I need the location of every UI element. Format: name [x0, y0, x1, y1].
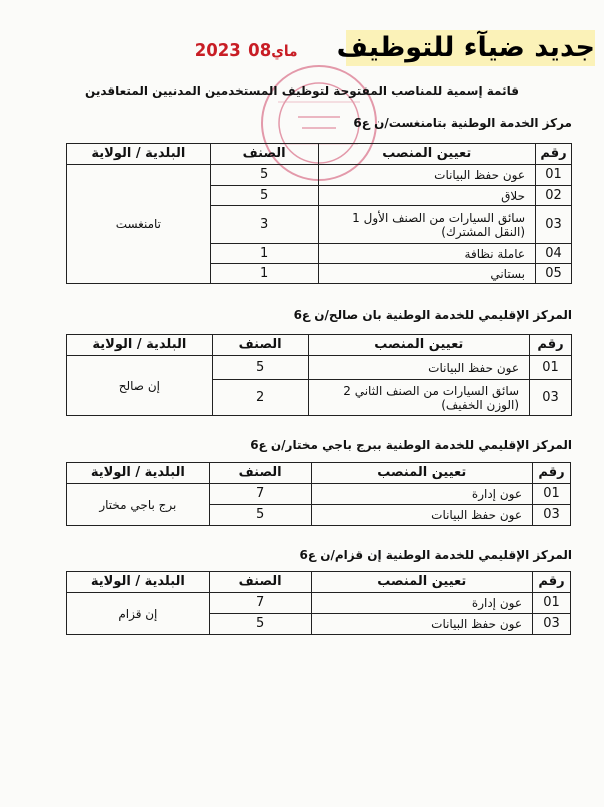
document-title: قائمة إسمية للمناصب المفتوحة لتوظيف المستخدمين المدنيين المتعاقدين	[85, 84, 519, 98]
positions-table-3	[66, 462, 571, 526]
date-month: ماي	[271, 42, 298, 60]
row-grade: 5	[212, 356, 308, 380]
row-post: عون حفظ البيانات	[311, 614, 532, 635]
table-header-row	[67, 572, 571, 593]
row-number: 03	[533, 505, 571, 526]
header-post: تعيين المنصب	[318, 144, 535, 165]
header-grade: الصنف	[212, 335, 308, 356]
row-grade: 7	[209, 484, 311, 505]
row-post: بستاني	[318, 264, 535, 284]
header-number: رقم	[530, 335, 572, 356]
row-grade: 2	[212, 380, 308, 416]
table-row	[67, 356, 572, 380]
date-day: 08	[248, 40, 272, 61]
row-commune: إن قزام	[67, 593, 210, 635]
row-number: 03	[533, 614, 571, 635]
row-number: 05	[536, 264, 572, 284]
table-header-row	[67, 144, 572, 165]
row-post: عاملة نظافة	[318, 244, 535, 264]
row-number: 01	[533, 484, 571, 505]
date-year: 2023	[194, 40, 241, 61]
row-commune: إن صالح	[67, 356, 213, 416]
row-post: عون حفظ البيانات	[308, 356, 529, 380]
row-grade: 7	[209, 593, 311, 614]
row-number: 04	[536, 244, 572, 264]
row-post: عون حفظ البيانات	[311, 505, 532, 526]
header-commune: البلدية / الولاية	[67, 335, 213, 356]
positions-table-4	[66, 571, 571, 635]
header-post: تعيين المنصب	[311, 463, 532, 484]
table-header-row	[67, 463, 571, 484]
row-grade: 5	[210, 186, 318, 206]
positions-table-2	[66, 334, 572, 416]
document-date	[195, 40, 303, 61]
section-title-2: المركز الإقليمي للخدمة الوطنية بان صالح/ن ع6	[293, 308, 572, 322]
row-grade: 5	[209, 505, 311, 526]
table-row	[67, 593, 571, 614]
row-number: 01	[533, 593, 571, 614]
table-row	[67, 484, 571, 505]
row-grade: 1	[210, 264, 318, 284]
section-title-3: المركز الإقليمي للخدمة الوطنية ببرج باجي مختار/ن ع6	[250, 438, 572, 452]
header-commune: البلدية / الولاية	[67, 463, 210, 484]
header-commune: البلدية / الولاية	[67, 572, 210, 593]
row-post: سائق السيارات من الصنف الثاني 2 (الوزن الخفيف)	[308, 380, 529, 416]
row-number: 03	[536, 206, 572, 244]
header-number: رقم	[533, 463, 571, 484]
row-post: سائق السيارات من الصنف الأول 1 (النقل المشترك)	[318, 206, 535, 244]
header-post: تعيين المنصب	[311, 572, 532, 593]
row-grade: 5	[209, 614, 311, 635]
row-post: حلاق	[318, 186, 535, 206]
table-header-row	[67, 335, 572, 356]
row-commune: تامنغست	[67, 165, 211, 284]
header-commune: البلدية / الولاية	[67, 144, 211, 165]
row-post: عون حفظ البيانات	[318, 165, 535, 186]
section-title-4: المركز الإقليمي للخدمة الوطنية إن قزام/ن ع6	[299, 548, 572, 562]
promo-banner: جديد ضيآء للتوظيف	[346, 30, 595, 66]
row-number: 02	[536, 186, 572, 206]
row-grade: 3	[210, 206, 318, 244]
header-post: تعيين المنصب	[308, 335, 529, 356]
row-post: عون إدارة	[311, 484, 532, 505]
table-row	[67, 165, 572, 186]
header-number: رقم	[533, 572, 571, 593]
section-title-1: مركز الخدمة الوطنية بتامنغست/ن ع6	[353, 116, 572, 130]
row-number: 01	[536, 165, 572, 186]
header-grade: الصنف	[210, 144, 318, 165]
row-commune: برج باجي مختار	[67, 484, 210, 526]
positions-table-1	[66, 143, 572, 284]
row-grade: 5	[210, 165, 318, 186]
header-number: رقم	[536, 144, 572, 165]
row-number: 03	[530, 380, 572, 416]
row-grade: 1	[210, 244, 318, 264]
row-post: عون إدارة	[311, 593, 532, 614]
row-number: 01	[530, 356, 572, 380]
header-grade: الصنف	[209, 572, 311, 593]
header-grade: الصنف	[209, 463, 311, 484]
